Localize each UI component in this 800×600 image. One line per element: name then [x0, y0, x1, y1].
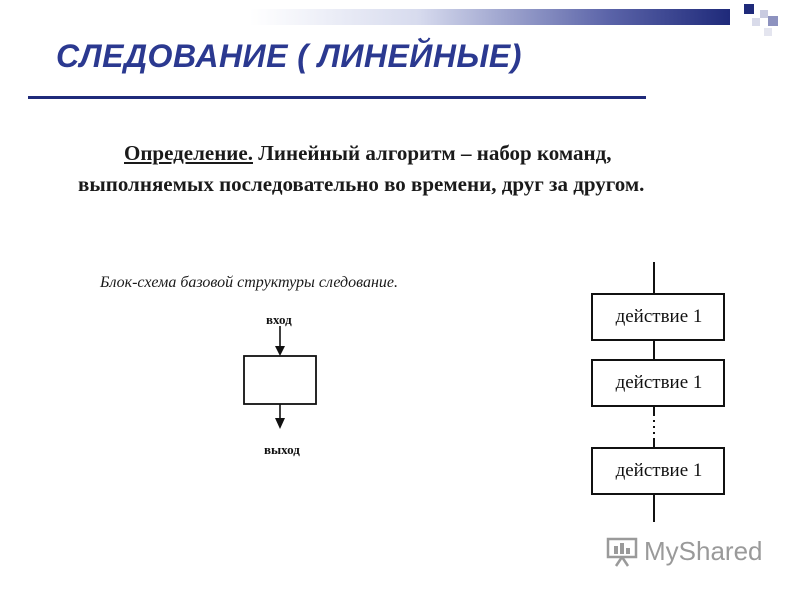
corner-squares-decoration	[738, 2, 786, 38]
title-underline	[28, 96, 646, 99]
output-arrowhead	[275, 418, 285, 429]
basic-flowchart	[230, 326, 330, 440]
action-label-2: действие 1	[615, 372, 703, 393]
input-arrowhead	[275, 346, 285, 356]
action-label-1: действие 1	[615, 306, 703, 327]
definition-line-2: выполняемых последовательно во времени, друг за другом.	[78, 172, 645, 196]
presentation-board-icon	[606, 537, 638, 567]
slide-title: СЛЕДОВАНИЕ ( ЛИНЕЙНЫЕ)	[56, 38, 522, 74]
definition-line-1	[78, 138, 758, 169]
definition-block	[78, 138, 758, 200]
action-label-3: действие 1	[615, 460, 703, 481]
definition-term: Определение.	[124, 141, 253, 165]
process-block	[244, 356, 316, 404]
input-label: вход	[266, 312, 292, 327]
watermark-text: MyShared	[644, 536, 763, 566]
flowchart-caption: Блок-схема базовой структуры следование.	[100, 274, 398, 291]
definition-text-1: Линейный алгоритм – набор команд,	[258, 141, 612, 165]
header-gradient-bar	[250, 9, 730, 25]
output-label: выход	[264, 442, 300, 457]
watermark	[606, 536, 763, 567]
